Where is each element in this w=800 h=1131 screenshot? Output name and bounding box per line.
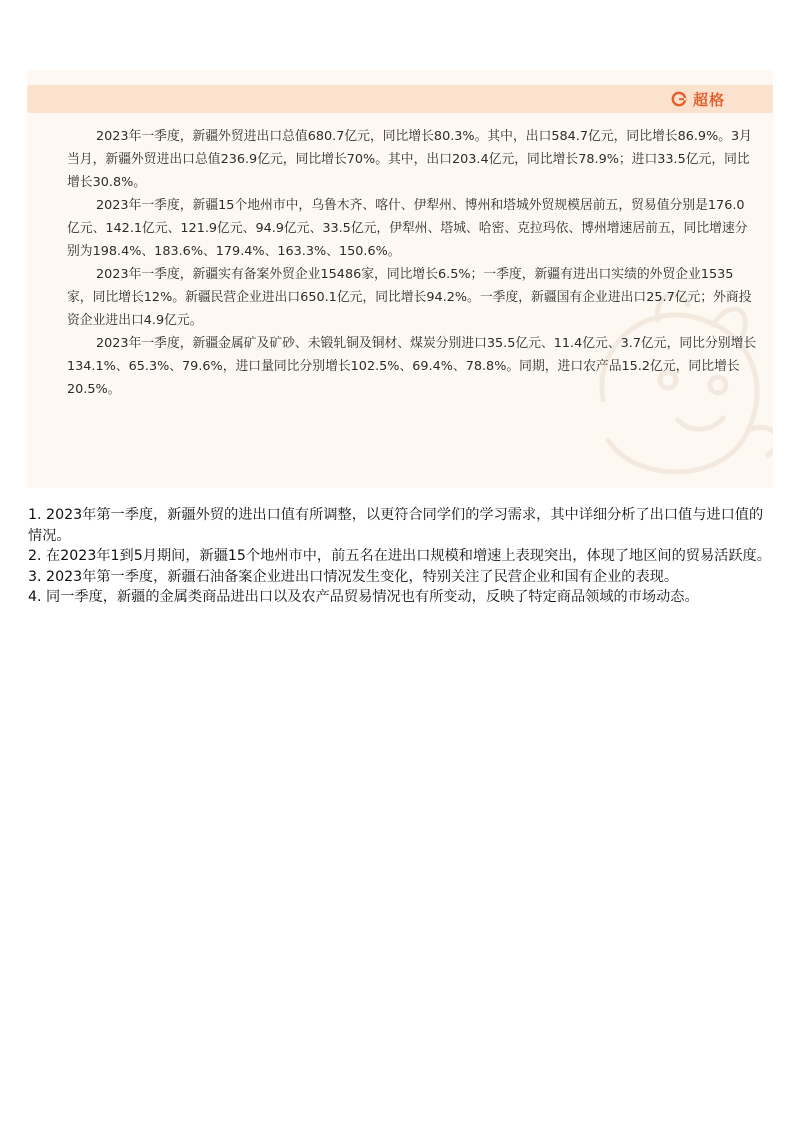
article-card bbox=[27, 70, 773, 488]
brand-name: 超格 bbox=[692, 90, 725, 109]
article-paragraph: 2023年一季度，新疆15个地州市中，乌鲁木齐、喀什、伊犁州、博州和塔城外贸规模居前五，贸易值分别是176.0亿元、142.1亿元、121.9亿元、94.9亿元、33.5亿元，伊犁州、塔城、哈密、克拉玛依、博州增速居前五，同比增速分别为198.4%、183.6%、179.4%、163.3%、150.6%。 bbox=[67, 198, 748, 259]
article-paragraph: 2023年一季度，新疆金属矿及矿砂、未锻轧铜及铜材、煤炭分别进口35.5亿元、11.4亿元、3.7亿元，同比分别增长134.1%、65.3%、79.6%，进口量同比分别增长102.5%、69.4%、78.8%。同期，进口农产品15.2亿元，同比增长20.5%。 bbox=[67, 336, 757, 397]
card-header-band bbox=[27, 85, 773, 113]
note-item: 2. 在2023年1到5月期间，新疆15个地州市中，前五名在进出口规模和增速上表现突出，体现了地区间的贸易活跃度。 bbox=[28, 548, 771, 564]
note-item: 4. 同一季度，新疆的金属类商品进出口以及农产品贸易情况也有所变动，反映了特定商品领域的市场动态。 bbox=[28, 589, 699, 605]
note-item: 1. 2023年第一季度，新疆外贸的进出口值有所调整，以更符合同学们的学习需求，其中详细分析了出口值与进口值的情况。 bbox=[28, 507, 764, 544]
article-body bbox=[67, 125, 757, 401]
note-item: 3. 2023年第一季度，新疆石油备案企业进出口情况发生变化，特别关注了民营企业和国有企业的表现。 bbox=[28, 568, 679, 585]
article-paragraph: 2023年一季度，新疆外贸进出口总值680.7亿元，同比增长80.3%。其中，出口584.7亿元，同比增长86.9%。3月当月，新疆外贸进出口总值236.9亿元，同比增长70%。其中，出口203.4亿元，同比增长78.9%；进口33.5亿元，同比增长30.8%。 bbox=[67, 129, 752, 190]
article-paragraph: 2023年一季度，新疆实有备案外贸企业15486家，同比增长6.5%；一季度，新疆有进出口实绩的外贸企业1535家，同比增长12%。新疆民营企业进出口650.1亿元，同比增长94.2%。一季度，新疆国有企业进出口25.7亿元；外商投资企业进出口4.9亿元。 bbox=[67, 267, 752, 328]
summary-notes bbox=[28, 505, 776, 608]
brand-logo-icon bbox=[671, 91, 687, 107]
brand bbox=[671, 89, 725, 109]
